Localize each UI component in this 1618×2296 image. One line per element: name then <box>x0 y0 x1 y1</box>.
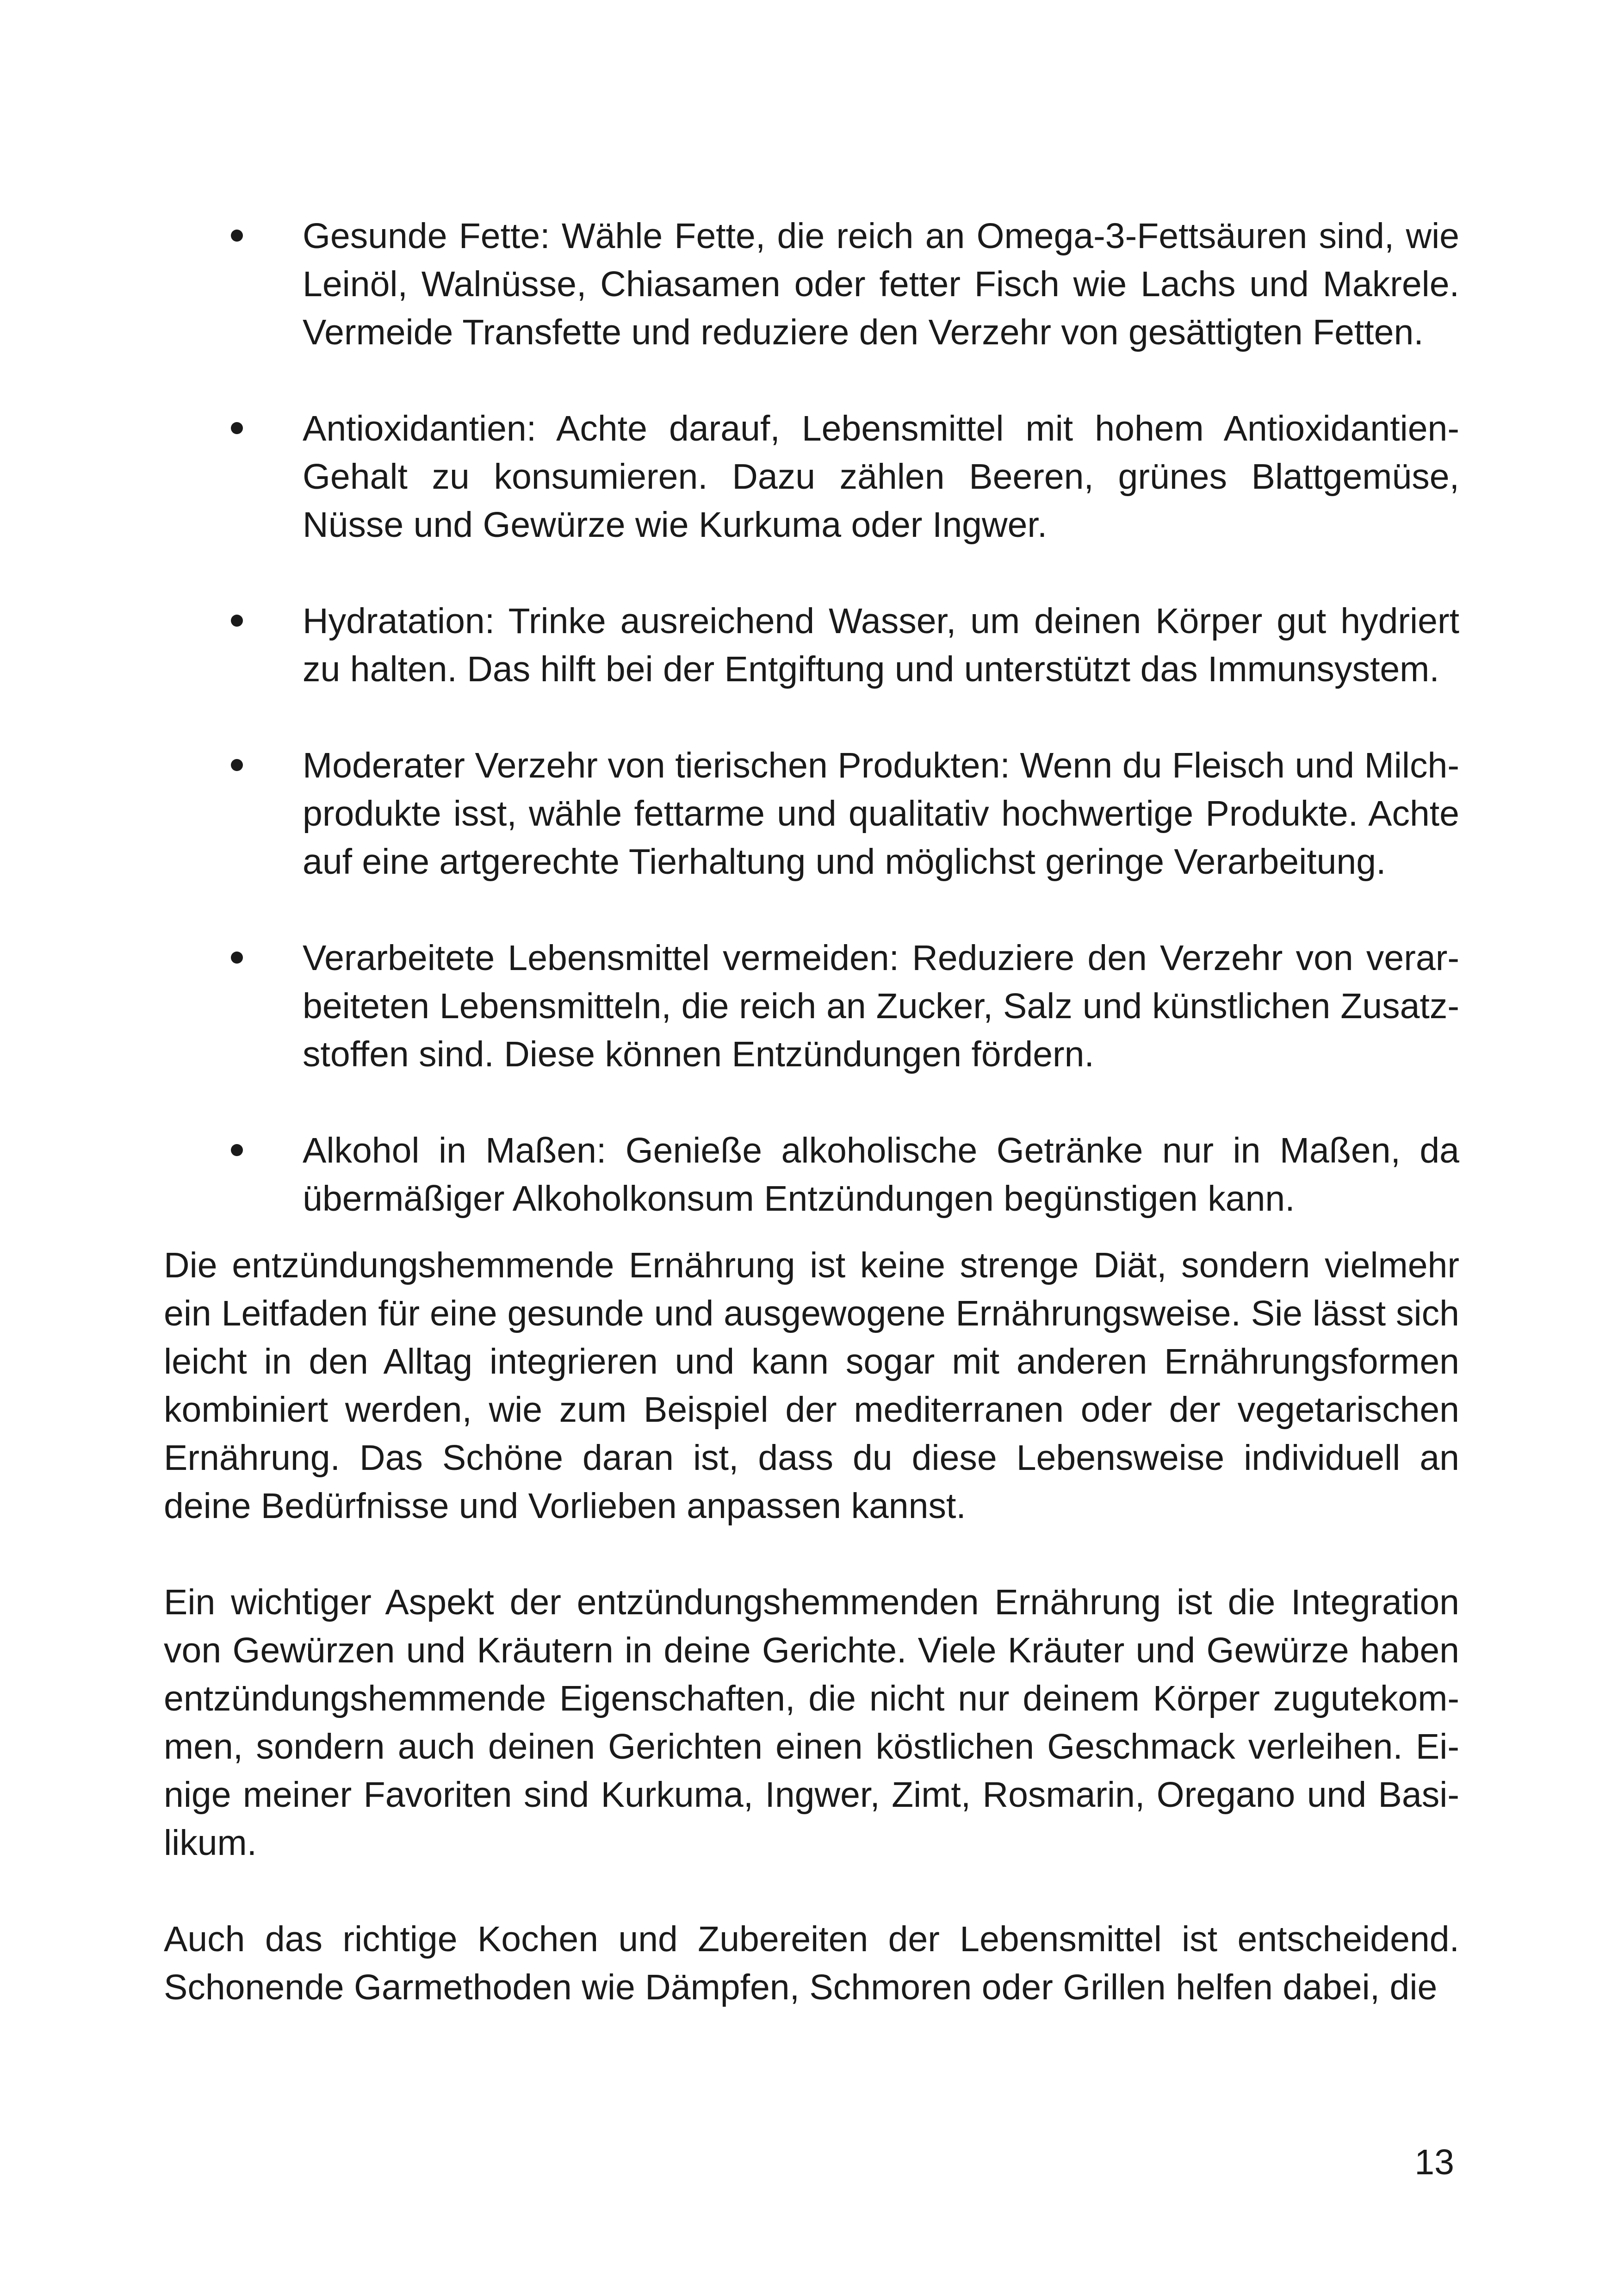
body-text <box>164 1241 1459 2060</box>
list-item <box>164 404 1459 549</box>
bullet-list <box>164 212 1459 1271</box>
list-item-text: Moderater Verzehr von tierischen Produkten: Wenn du Fleisch und Milchprodukte isst, wähle fettarme und qualitativ hochwertige Produkte. Achte auf eine artgerechte Tierhaltung und möglichst geringe Verarbeitung. <box>303 746 1459 882</box>
bullet-icon <box>231 230 243 242</box>
list-item-text: Antioxidantien: Achte darauf, Lebensmittel mit hohem Antioxidantien-Gehalt zu konsumieren. Dazu zählen Beeren, grünes Blattgemüse, Nüsse und Gewürze wie Kurkuma oder Ingwer. <box>303 409 1459 545</box>
list-item-text: Alkohol in Maßen: Genieße alkoholische Getränke nur in Maßen, da übermäßiger Alkoholkonsum Entzündungen begünstigen kann. <box>303 1131 1459 1219</box>
list-item <box>164 597 1459 693</box>
bullet-icon <box>231 759 243 771</box>
list-item-text: Gesunde Fette: Wähle Fette, die reich an Omega-3-Fettsäuren sind, wie Leinöl, Walnüsse, Chiasamen oder fetter Fisch wie Lachs und Makrele. Vermeide Transfette und reduziere den Verzehr von gesättigten Fetten. <box>303 216 1459 352</box>
list-item-text: Hydratation: Trinke ausreichend Wasser, um deinen Körper gut hydriert zu halten. Das hilft bei der Entgiftung und unterstützt das Immunsystem. <box>303 601 1459 689</box>
list-item <box>164 934 1459 1078</box>
bullet-icon <box>231 952 243 964</box>
paragraph: Die entzündungshemmende Ernährung ist keine strenge Diät, sondern vielmehr ein Leitfaden für eine gesunde und ausgewogene Ernährungsweise. Sie lässt sich leicht in den Alltag integrieren und kann sogar mit anderen Ernährungsformen kombiniert werden, wie zum Beispiel der mediterranen oder der vegetarischen Ernährung. Das Schöne daran ist, dass du diese Lebensweise individuell an deine Bedürfnisse und Vorlieben anpassen kannst. <box>164 1245 1459 1526</box>
paragraph: Auch das richtige Kochen und Zubereiten der Lebensmittel ist entscheidend. Schonende Garmethoden wie Dämpfen, Schmoren oder Grillen helfen dabei, die <box>164 1919 1459 2007</box>
paragraph: Ein wichtiger Aspekt der entzündungshemmenden Ernährung ist die Integration von Gewürzen und Kräutern in deine Gerichte. Viele Kräuter und Gewürze haben entzündungshemmende Eigenschaften, die nicht nur deinem Körper zugutekommen, sondern auch deinen Gerichten einen köstlichen Geschmack verleihen. Einige meiner Favoriten sind Kurkuma, Ingwer, Zimt, Rosmarin, Oregano und Basilikum. <box>164 1582 1459 1863</box>
bullet-icon <box>231 422 243 434</box>
bullet-icon <box>231 1144 243 1156</box>
list-item <box>164 1126 1459 1223</box>
list-item <box>164 741 1459 886</box>
page-number: 13 <box>1414 2142 1454 2182</box>
list-item <box>164 212 1459 356</box>
list-item-text: Verarbeitete Lebensmittel vermeiden: Reduziere den Verzehr von verarbeiteten Lebensmitteln, die reich an Zucker, Salz und künstlichen Zusatzstoffen sind. Diese können Entzündungen fördern. <box>303 938 1459 1074</box>
bullet-icon <box>231 615 243 627</box>
